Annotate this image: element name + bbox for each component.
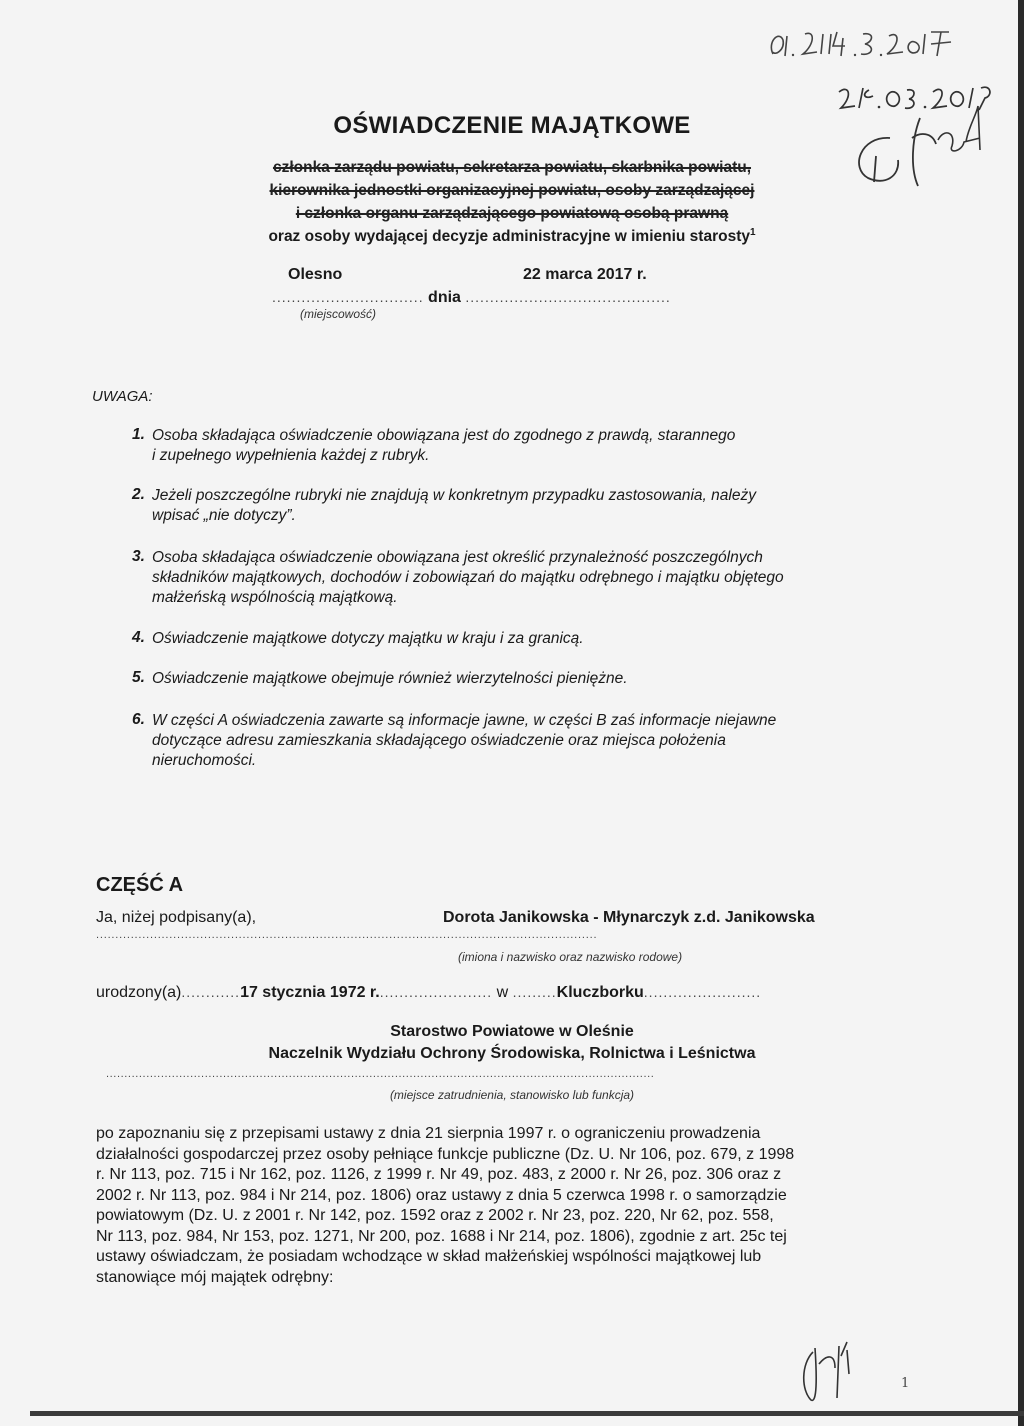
body-line: 2002 r. Nr 113, poz. 984 i Nr 214, poz. 1806) oraz ustawy z dnia 5 czerwca 1998 r. o samorządzie [96,1186,787,1204]
page-number: 1 [901,1376,910,1391]
body-line: stanowiące mój majątek odrębny: [96,1268,334,1286]
body-line: r. Nr 113, poz. 715 i Nr 162, poz. 1126, z 1999 r. Nr 49, poz. 483, z 2000 r. Nr 26, poz. 306 oraz z [96,1166,782,1183]
item-5-text: Oświadczenie majątkowe obejmuje również wierzytelności pieniężne. [152,670,628,687]
birth-line: urodzony(a)............17 stycznia 1972 r........................ w .........Kluczborku........................ [96,984,762,1001]
name-dots: .................................................................................................................................. [96,929,598,941]
struck-subtitle-line-1: członka zarządu powiatu, sekretarza powiatu, skarbnika powiatu, [272,159,752,176]
item-4-text: Oświadczenie majątkowe dotyczy majątku w kraju i za granicą. [152,630,584,647]
body-line: działalności gospodarczej przez osoby pełniące funkcje publiczne (Dz. U. Nr 106, poz. 679, z 1998 [96,1145,795,1163]
item-1-text: Osoba składająca oświadczenie obowiązana jest do zgodnego z prawdą, starannego i zupełnego wypełnienia każdej z rubryk. [152,427,736,464]
item-3-number: 3. [132,548,145,565]
item-1-number: 1. [132,426,145,443]
part-a-heading: CZĘŚĆ A [96,874,184,896]
struck-subtitle-line-2: kierownika jednostki organizacyjnej powiatu, osoby zarządzającej [269,182,755,199]
employer-name: Starostwo Powiatowe w Oleśnie [390,1023,634,1040]
employer-dots: ...................................................................................................................................................... [106,1068,655,1080]
handwritten-ref-number [765,22,1015,67]
item-6-number: 6. [132,711,145,728]
body-line: po zapoznaniu się z przepisami ustawy z dnia 21 sierpnia 1997 r. o ograniczeniu prowadzenia [96,1125,761,1142]
declarant-name: Dorota Janikowska - Młynarczyk z.d. Janikowska [443,909,815,926]
employer-position: Naczelnik Wydziału Ochrony Środowiska, Rolnictwa i Leśnictwa [268,1045,756,1062]
place-note: (miejscowość) [300,307,377,321]
struck-subtitle-line-3: i członka organu zarządzającego powiatową osobą prawną [295,205,729,222]
place-value: Olesno [288,266,343,283]
uwaga-label: UWAGA: [92,388,153,405]
item-3-text: Osoba składająca oświadczenie obowiązana jest określić przynależność poszczególnych składników majątkowych, dochodów i zobowiązań do majątku odrębnego i majątku objętego małżeńską wspólnością majątkową. [152,549,784,606]
handwritten-bottom-signature [795,1338,875,1408]
place-date-line: ............................... dnia .......................................... [272,289,671,306]
item-4-number: 4. [132,629,145,646]
body-line: ustawy oświadczam, że posiadam wchodzące w skład małżeńskiej wspólności majątkowej lub [96,1248,762,1265]
subtitle: oraz osoby wydającej decyzje administracyjne w imieniu starosty$^1$ [268,227,756,246]
declarant-intro: Ja, niżej podpisany(a), [96,909,257,926]
item-5-number: 5. [132,669,145,686]
employer-note: (miejsce zatrudnienia, stanowisko lub funkcja) [389,1088,635,1102]
body-line: powiatowym (Dz. U. z 2001 r. Nr 142, poz. 1592 oraz z 2002 r. Nr 23, poz. 220, Nr 62, poz. 558, [96,1207,774,1224]
item-2-text: Jeżeli poszczególne rubryki nie znajdują w konkretnym przypadku zastosowania, należy wpisać „nie dotyczy”. [152,487,756,524]
date-value: 22 marca 2017 r. [523,266,647,283]
name-note: (imiona i nazwisko oraz nazwisko rodowe) [458,950,683,964]
scan-bottom-line [30,1411,1024,1416]
item-2-number: 2. [132,486,145,503]
declaration-body [96,1124,916,1288]
body-line: Nr 113, poz. 984, Nr 153, poz. 1271, Nr 200, poz. 1688 i Nr 214, poz. 1806), zgodnie z art. 25c tej [96,1227,787,1245]
item-6-text: W części A oświadczenia zawarte są informacje jawne, w części B zaś informacje niejawne dotyczące adresu zamieszkania składającego oświadczenie oraz miejsca położenia nieruchomości. [152,712,777,769]
document-title: OŚWIADCZENIE MAJĄTKOWE [333,112,691,139]
